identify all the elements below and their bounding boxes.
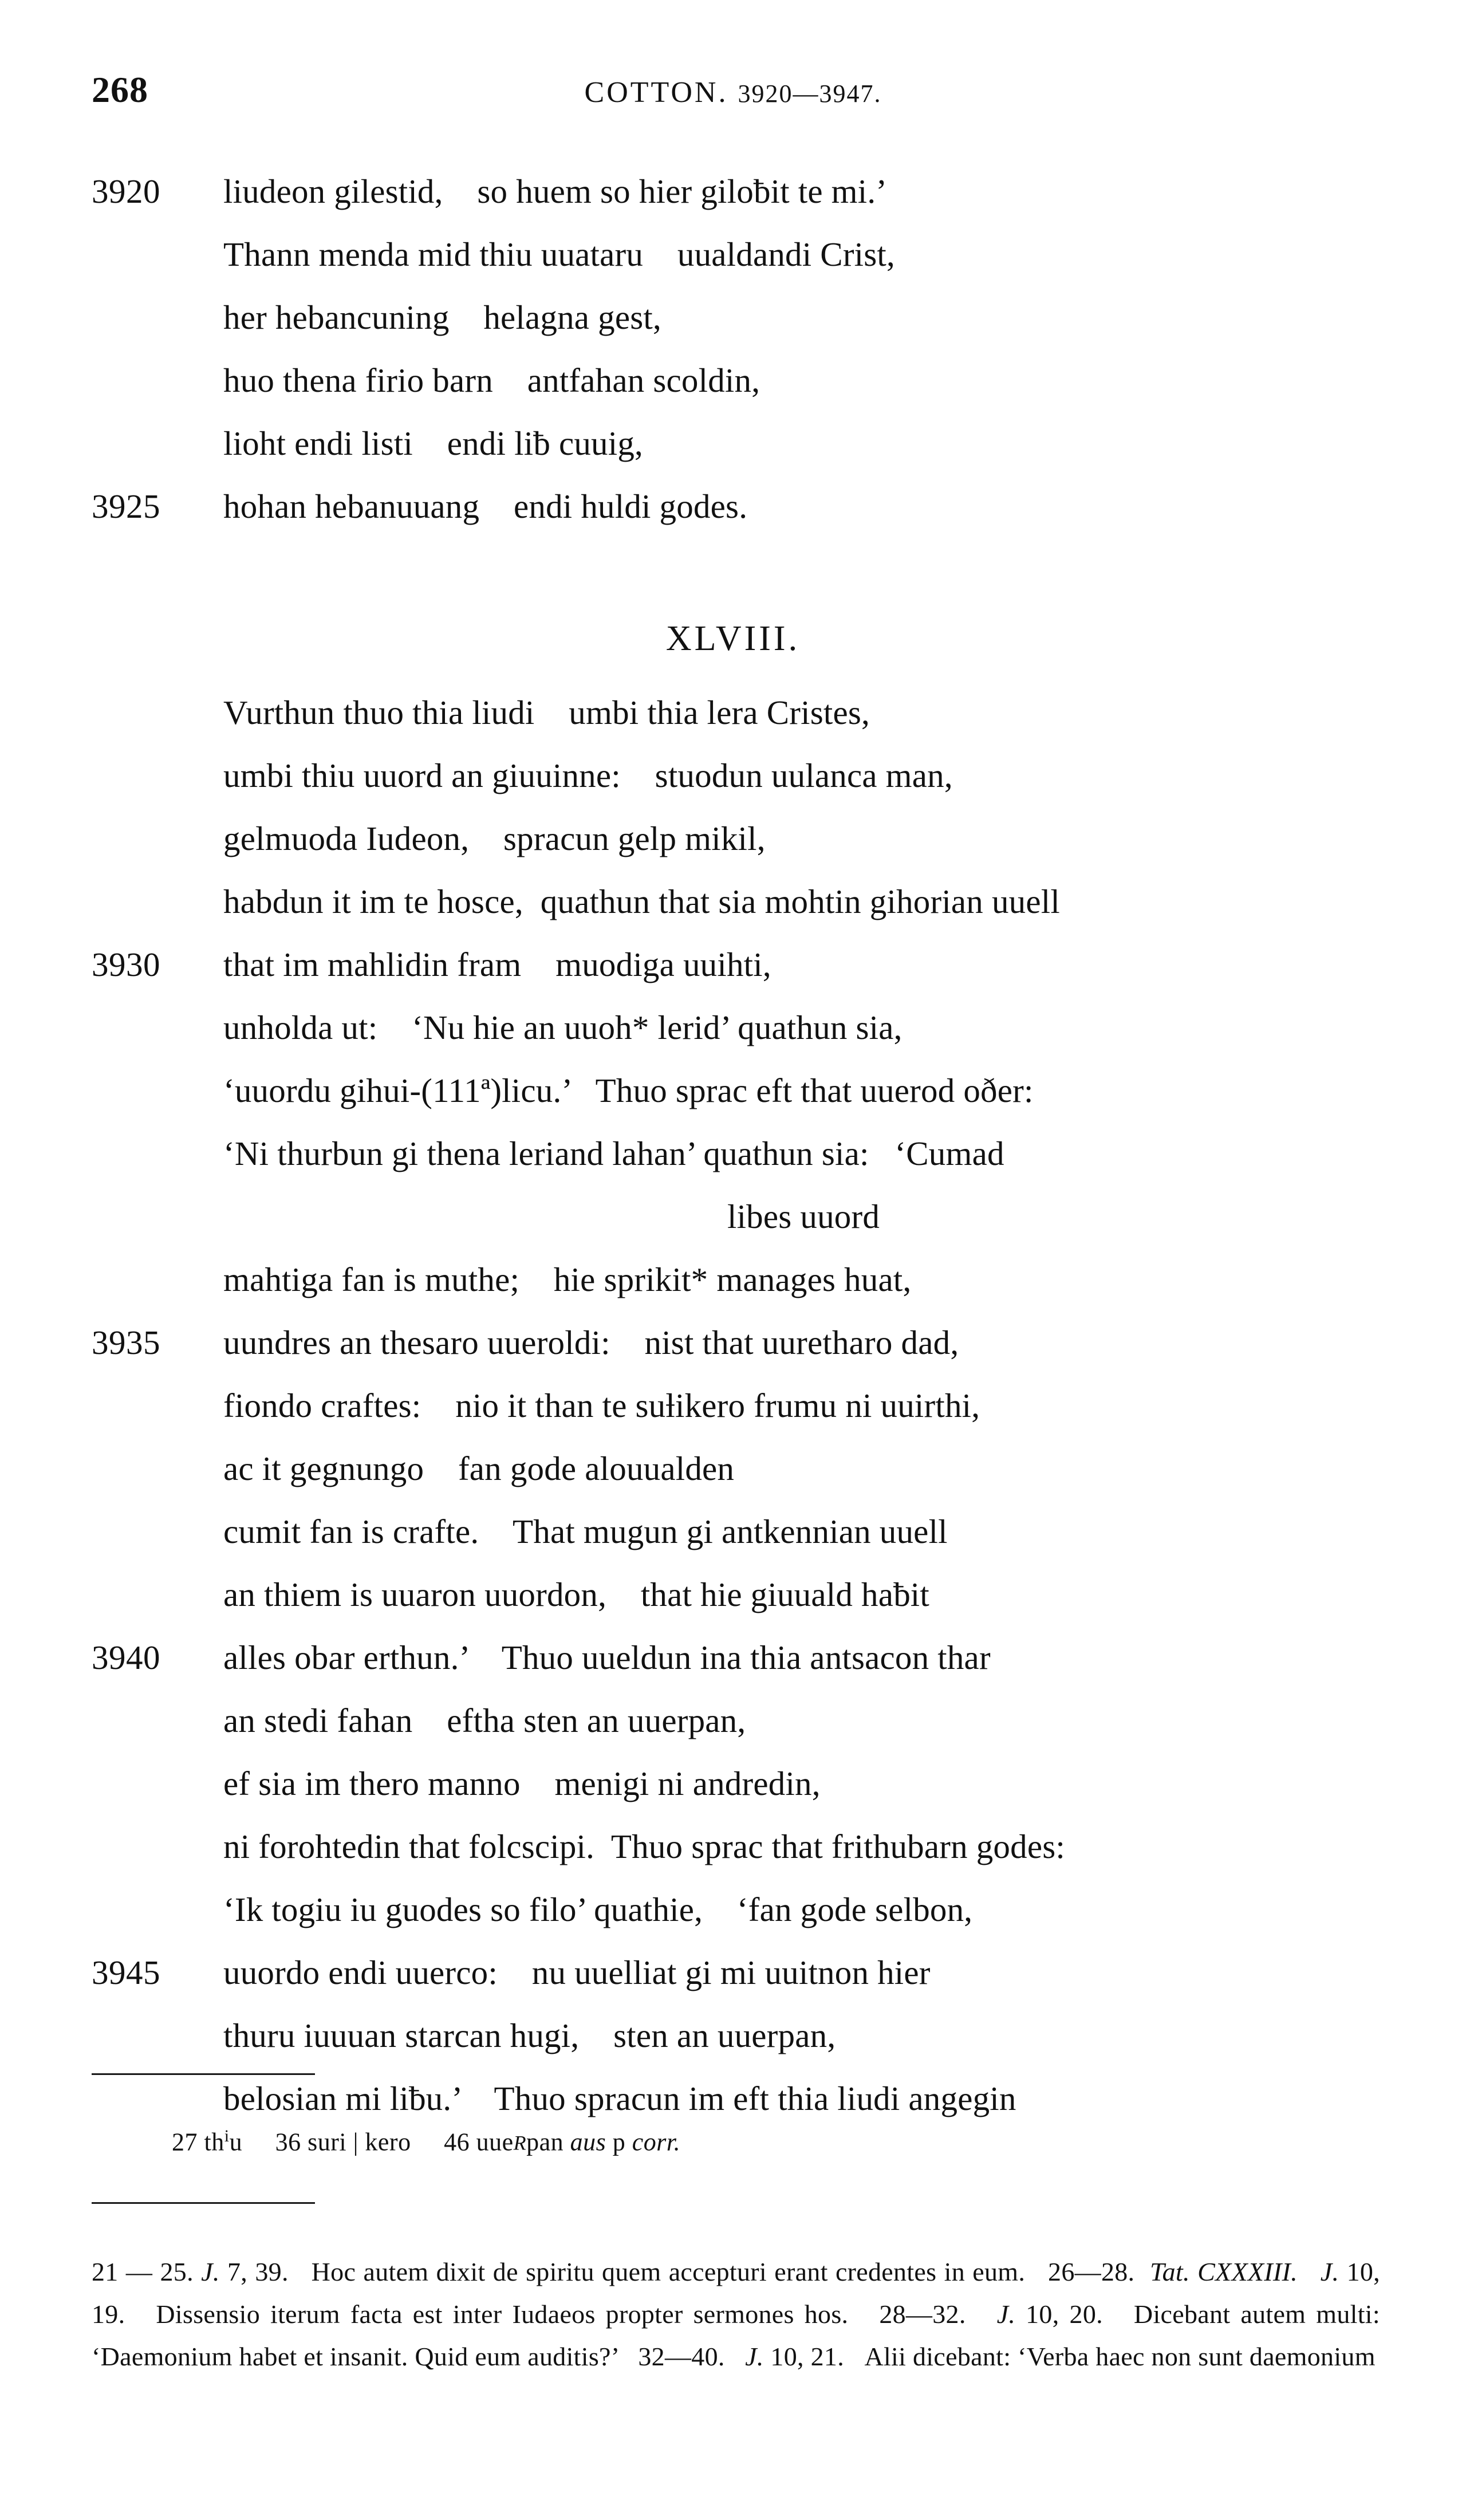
verse-line [0, 1953, 1466, 2016]
verse-line [0, 1260, 1466, 1323]
verse-line-text: Vurthun thuo thia liudi umbi thia lera Cristes, [223, 694, 870, 731]
verse-line [0, 882, 1466, 945]
verse-line-text: alles obar erthun.’ Thuo uueldun ina thia antsacon thar [223, 1639, 991, 1676]
verse-line-text: gelmuoda Iudeon, spracun gelp mikil, [223, 820, 766, 857]
line-range: 3920—3947. [738, 80, 882, 108]
verse-line [0, 1890, 1466, 1953]
note-ref-26-28: 26—28. [1032, 2257, 1135, 2286]
verse-line [0, 424, 1466, 487]
verse-line-text: ni forohtedin that folcscipi. Thuo sprac that frithubarn godes: [223, 1828, 1065, 1865]
verse-line-number: 3925 [92, 487, 160, 525]
verse-line-text: fiondo craftes: nio it than te suƚikero frumu ni uuirthi, [223, 1387, 980, 1424]
section-heading-xlviii: XLVIII. [665, 619, 801, 658]
verse-line-text: uuordo endi uuerco: nu uuelliat gi mi uuitnon hier [223, 1954, 931, 1991]
verse-line [0, 945, 1466, 1008]
note-ref-32-40: 32—40. [624, 2342, 725, 2371]
verse-block-second [0, 693, 1466, 2142]
verse-line-text: that im mahlidin fram muodiga uuihti, [223, 946, 771, 983]
verse-line [0, 235, 1466, 298]
apparatus-corr: corr. [632, 2128, 681, 2156]
verse-line [0, 1638, 1466, 1701]
note-src-ref-4: 10, 21. [763, 2342, 845, 2371]
note-src-j-3: J. [976, 2300, 1016, 2329]
note-src-j-2: J. [1305, 2257, 1339, 2286]
verse-line-text: umbi thiu uuord an giuuinne: stuodun uulanca man, [223, 757, 953, 794]
note-ref-28-32: 28—32. [858, 2300, 966, 2329]
page-number: 268 [92, 69, 148, 110]
verse-line [0, 1008, 1466, 1071]
note-src-j-1: J. [201, 2257, 220, 2286]
verse-line-text: lioht endi listi endi liƀ cuuig, [223, 424, 643, 462]
running-head-title [0, 76, 1466, 109]
verse-line [0, 1827, 1466, 1890]
verse-line-text: ‘Ik togiu iu guodes so filo’ quathie, ‘fan gode selbon, [223, 1891, 973, 1928]
verse-line-text: liudeon gilestid, so huem so hier giloƀit te mi.’ [223, 172, 888, 210]
verse-line [0, 1512, 1466, 1575]
note-text-2: Dissensio iterum facta est inter Iudaeos propter sermones hos. [135, 2300, 849, 2329]
verse-line-number: 3930 [92, 946, 160, 983]
verse-line-text: huo thena firio barn antfahan scoldin, [223, 361, 760, 399]
verse-line-number: 3940 [92, 1639, 160, 1676]
verse-line [0, 1701, 1466, 1764]
verse-line-number: 3945 [92, 1954, 160, 1991]
verse-line [0, 361, 1466, 424]
verse-line [0, 2016, 1466, 2079]
verse-line [0, 819, 1466, 882]
verse-line-text: unholda ut: ‘Nu hie an uuoh* lerid’ quathun sia, [223, 1009, 903, 1046]
note-text-3: Dicebant autem multi: ‘Daemonium habet et insanit. Quid eum auditis?’ [92, 2300, 1380, 2371]
apparatus-superscript-i: i [224, 2127, 230, 2145]
verse-line-number: 3920 [92, 172, 160, 210]
latin-notes-rule-top [92, 2202, 315, 2204]
verse-line-text: habdun it im te hosce, quathun that sia mohtin gihorian uuell [223, 883, 1060, 920]
apparatus-smallcap-r: R [513, 2131, 527, 2155]
note-src-tat: Tat. CXXXIII. [1142, 2257, 1298, 2286]
verse-line-number: 3935 [92, 1324, 160, 1361]
verse-line-text: uundres an thesaro uueroldi: nist that uuretharo dad, [223, 1324, 959, 1361]
verse-line [0, 298, 1466, 361]
verse-line [0, 1134, 1466, 1197]
verse-line [0, 756, 1466, 819]
verse-line-text: ‘Ni thurbun gi thena leriand lahan’ quathun sia: ‘Cumad [223, 1135, 1004, 1172]
verse-line-text: ‘uuordu gihui-(111ª)licu.’ Thuo sprac eft that uuerod oðer: [223, 1072, 1034, 1109]
verse-line-text: ac it gegnungo fan gode alouualden [223, 1450, 735, 1487]
note-src-j-4: J. [731, 2342, 764, 2371]
verse-line-text: cumit fan is crafte. That mugun gi antkennian uuell [223, 1513, 948, 1550]
verse-line [0, 1323, 1466, 1386]
verse-line [0, 1575, 1466, 1638]
apparatus-aus: aus [570, 2128, 606, 2156]
apparatus-variants: 27 $th^iu$ 36 suri | kero 46 uueRpan aus p corr. [172, 2127, 681, 2156]
verse-line [0, 172, 1466, 235]
verse-line-text: Thann menda mid thiu uuataru uualdandi Crist, [223, 235, 895, 273]
note-src-ref-1: 7, 39. [219, 2257, 289, 2286]
verse-line-text: thuru iuuuan starcan hugi, sten an uuerpan, [223, 2017, 836, 2054]
note-src-ref-3: 10, 20. [1015, 2300, 1103, 2329]
verse-line [0, 1197, 1466, 1260]
verse-line-text: libes uuord [727, 1198, 880, 1235]
verse-line-text: belosian mi liƀu.’ Thuo spracun im eft thia liudi angegin [223, 2080, 1016, 2117]
note-src-ref-2: 10, 19. [92, 2257, 1380, 2329]
latin-source-notes [92, 2251, 1380, 2378]
manuscript-name: COTTON. [584, 76, 728, 109]
verse-line [0, 693, 1466, 756]
running-head [0, 69, 1466, 120]
verse-line-text: an stedi fahan eftha sten an uuerpan, [223, 1702, 746, 1739]
verse-line-text: her hebancuning helagna gest, [223, 298, 661, 336]
verse-line-text: ef sia im thero manno menigi ni andredin, [223, 1765, 821, 1802]
note-text-4: Alii dicebant: ‘Verba haec non sunt daemonium [850, 2342, 1376, 2371]
verse-line-text: an thiem is uuaron uuordon, that hie giuuald haƀit [223, 1576, 929, 1613]
verse-line [0, 1449, 1466, 1512]
verse-line [0, 1764, 1466, 1827]
verse-line [0, 487, 1466, 550]
verse-line-text: hohan hebanuuang endi huldi godes. [223, 487, 748, 525]
verse-line [0, 1386, 1466, 1449]
note-text-1: Hoc autem dixit de spiritu quem accepturi erant credentes in eum. [296, 2257, 1026, 2286]
verse-block-first [0, 172, 1466, 550]
verse-line [0, 1071, 1466, 1134]
apparatus-rule-top [92, 2073, 315, 2075]
verse-line-text: mahtiga fan is muthe; hie sprikit* manages huat, [223, 1261, 912, 1298]
note-ref-21-25: 21 — 25. [92, 2257, 194, 2286]
